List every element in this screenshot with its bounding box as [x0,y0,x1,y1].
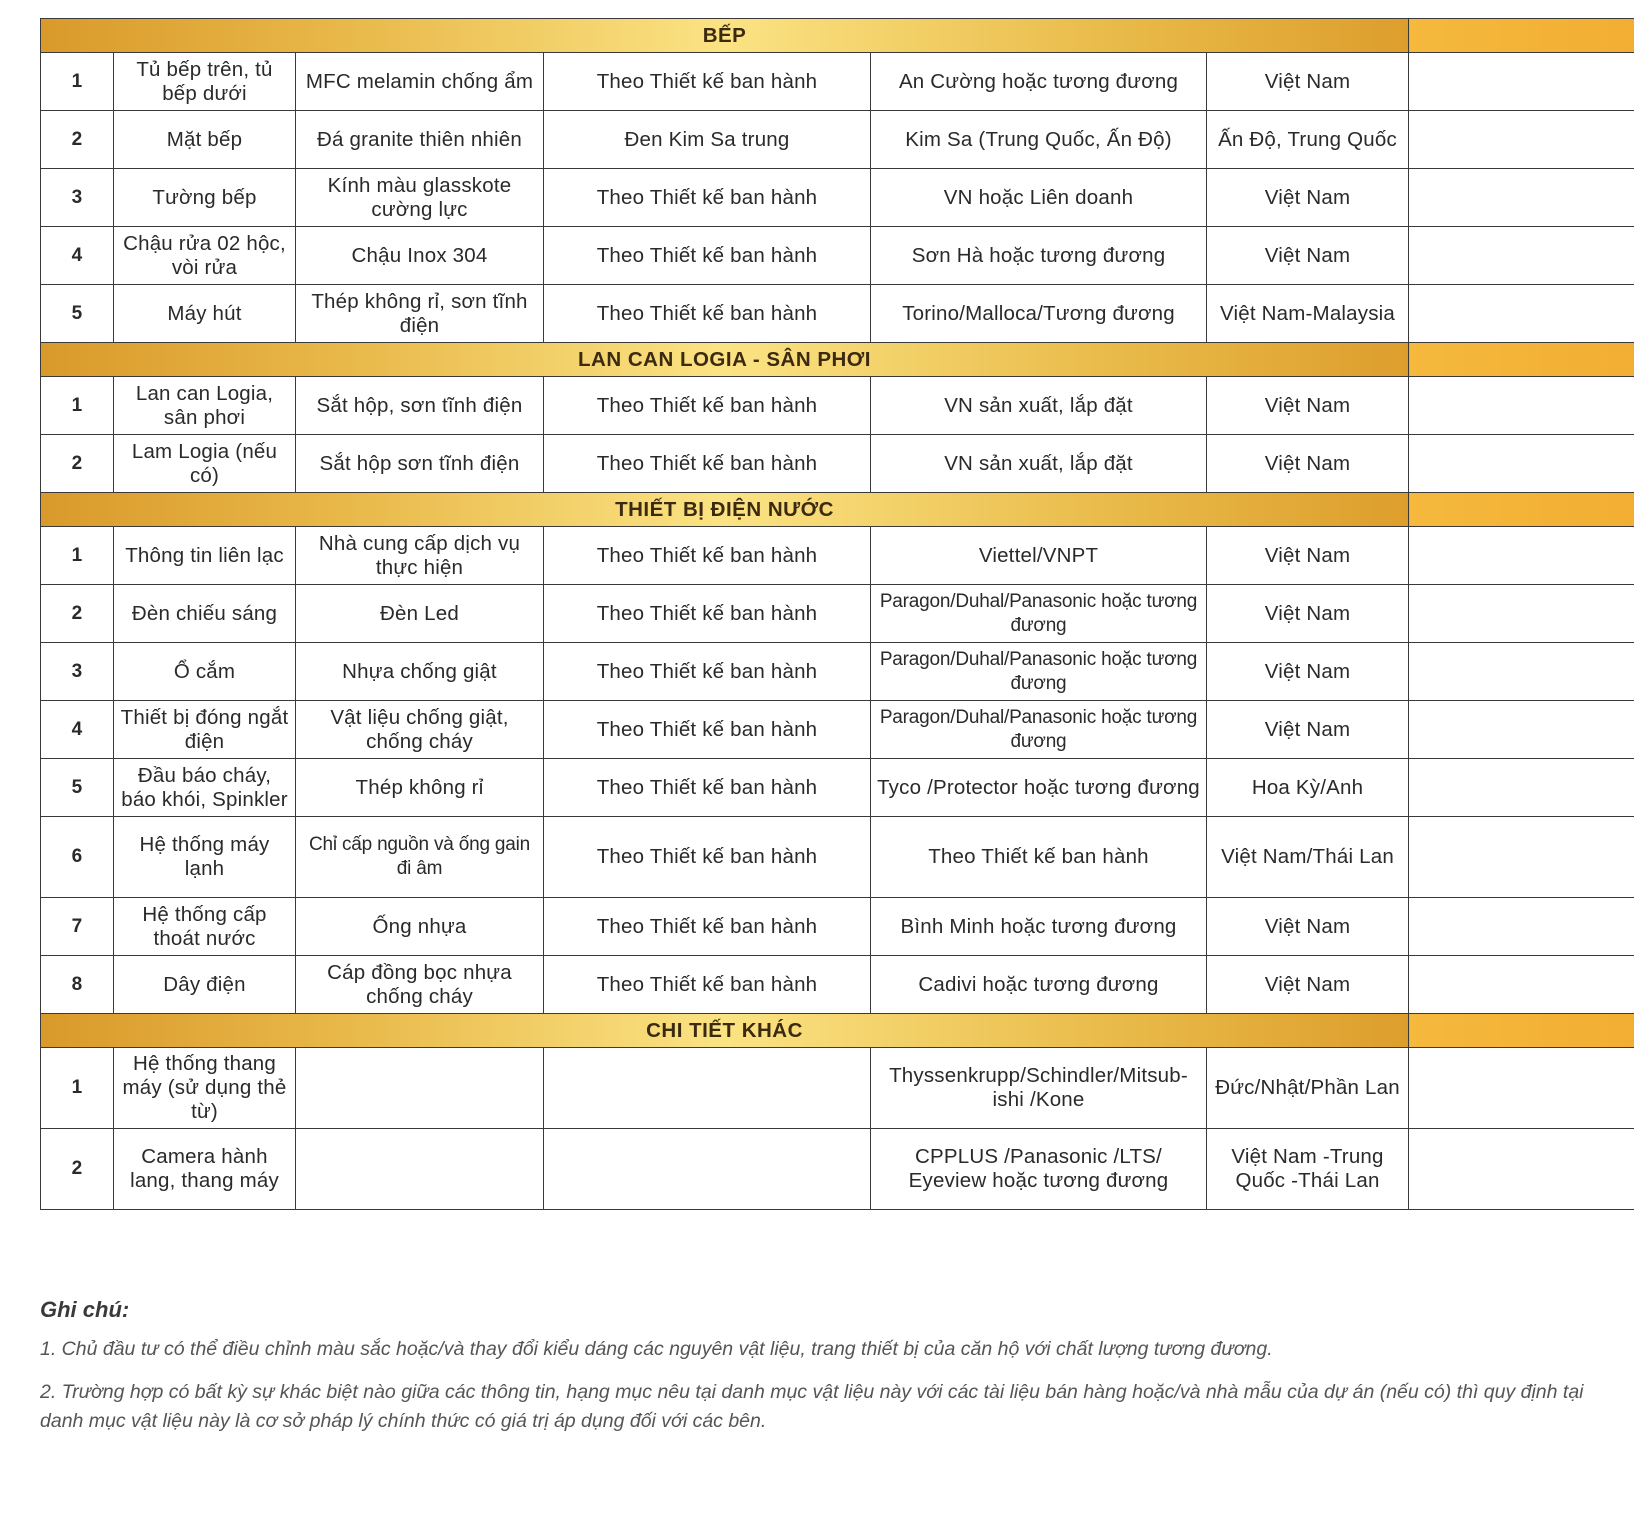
table-row [41,643,1634,701]
section-extra-cell [1409,1014,1634,1048]
section-extra-cell [1409,493,1634,527]
table-row [41,585,1634,643]
row-number: 2 [41,435,114,493]
brand-cell: An Cường hoặc tương đương [871,53,1207,111]
extra-cell [1409,53,1634,111]
origin-cell: Việt Nam [1207,377,1409,435]
brand-cell: VN sản xuất, lắp đặt [871,377,1207,435]
material-cell: Thép không rỉ, sơn tĩnh điện [296,285,544,343]
item-cell: Tường bếp [114,169,296,227]
spec-cell [544,1129,871,1210]
note-item: 2. Trường hợp có bất kỳ sự khác biệt nào giữa các thông tin, hạng mục nêu tại danh mục vật liệu này với các tài liệu bán hàng hoặc/và nhà mẫu của dự án (nếu có) thì quy định tại danh mục vật liệu này là cơ sở pháp lý chính thức có giá trị áp dụng đối với các bên. [40,1381,1584,1432]
row-number: 2 [41,585,114,643]
item-cell: Lam Logia (nếu có) [114,435,296,493]
material-cell: Kính màu glasskote cường lực [296,169,544,227]
origin-cell: Ấn Độ, Trung Quốc [1207,111,1409,169]
section-header-row [41,19,1634,53]
extra-cell [1409,527,1634,585]
item-cell: Camera hành lang, thang máy [114,1129,296,1210]
extra-cell [1409,701,1634,759]
brand-cell: VN sản xuất, lắp đặt [871,435,1207,493]
spec-cell: Theo Thiết kế ban hành [544,759,871,817]
table-row [41,817,1634,898]
table-row [41,701,1634,759]
spec-cell: Theo Thiết kế ban hành [544,898,871,956]
spec-cell: Theo Thiết kế ban hành [544,956,871,1014]
item-cell: Máy hút [114,285,296,343]
materials-table [40,18,1634,1210]
origin-cell: Việt Nam [1207,898,1409,956]
brand-cell: Bình Minh hoặc tương đương [871,898,1207,956]
item-cell: Hệ thống thang máy (sử dụng thẻ từ) [114,1048,296,1129]
row-number: 5 [41,285,114,343]
item-cell: Tủ bếp trên, tủ bếp dưới [114,53,296,111]
brand-cell: Tyco /Protector hoặc tương đương [871,759,1207,817]
notes-section [40,1297,1600,1450]
item-cell: Lan can Logia, sân phơi [114,377,296,435]
section-title: THIẾT BỊ ĐIỆN NƯỚC [41,493,1409,527]
section-title: LAN CAN LOGIA - SÂN PHƠI [41,343,1409,377]
table-row [41,111,1634,169]
extra-cell [1409,585,1634,643]
table-row [41,285,1634,343]
origin-cell: Việt Nam [1207,956,1409,1014]
note-item: 1. Chủ đầu tư có thể điều chỉnh màu sắc hoặc/và thay đổi kiểu dáng các nguyên vật liệu, trang thiết bị của căn hộ với chất lượng tương đương. [40,1338,1273,1360]
table-row [41,169,1634,227]
item-cell: Chậu rửa 02 hộc, vòi rửa [114,227,296,285]
row-number: 5 [41,759,114,817]
item-cell: Hệ thống cấp thoát nước [114,898,296,956]
row-number: 1 [41,53,114,111]
origin-cell: Việt Nam [1207,227,1409,285]
extra-cell [1409,956,1634,1014]
row-number: 3 [41,643,114,701]
material-cell: Chậu Inox 304 [296,227,544,285]
table-row [41,377,1634,435]
item-cell: Mặt bếp [114,111,296,169]
extra-cell [1409,435,1634,493]
section-header-row [41,1014,1634,1048]
row-number: 8 [41,956,114,1014]
table-row [41,759,1634,817]
brand-cell: Sơn Hà hoặc tương đương [871,227,1207,285]
brand-cell: Paragon/Duhal/Panasonic hoặc tương đương [871,701,1207,759]
row-number: 7 [41,898,114,956]
extra-cell [1409,377,1634,435]
row-number: 4 [41,701,114,759]
material-cell: Nhựa chống giật [296,643,544,701]
item-cell: Đầu báo cháy, báo khói, Spinkler [114,759,296,817]
item-cell: Thiết bị đóng ngắt điện [114,701,296,759]
material-cell: Sắt hộp sơn tĩnh điện [296,435,544,493]
origin-cell: Việt Nam-Malaysia [1207,285,1409,343]
spec-cell: Theo Thiết kế ban hành [544,527,871,585]
extra-cell [1409,111,1634,169]
extra-cell [1409,227,1634,285]
spec-cell: Theo Thiết kế ban hành [544,377,871,435]
material-cell: Vật liệu chống giật, chống cháy [296,701,544,759]
origin-cell: Hoa Kỳ/Anh [1207,759,1409,817]
brand-cell: Torino/Malloca/Tương đương [871,285,1207,343]
spec-cell: Theo Thiết kế ban hành [544,53,871,111]
origin-cell: Việt Nam/Thái Lan [1207,817,1409,898]
row-number: 1 [41,527,114,585]
origin-cell: Việt Nam [1207,527,1409,585]
material-cell: Đá granite thiên nhiên [296,111,544,169]
brand-cell: Paragon/Duhal/Panasonic hoặc tương đương [871,643,1207,701]
section-title: CHI TIẾT KHÁC [41,1014,1409,1048]
extra-cell [1409,1048,1634,1129]
origin-cell: Việt Nam [1207,643,1409,701]
item-cell: Dây điện [114,956,296,1014]
material-cell: Nhà cung cấp dịch vụ thực hiện [296,527,544,585]
origin-cell: Việt Nam [1207,701,1409,759]
material-cell: Cáp đồng bọc nhựa chống cháy [296,956,544,1014]
brand-cell: Thyssenkrupp/Schindler/Mitsub-ishi /Kone [871,1048,1207,1129]
material-cell: Sắt hộp, sơn tĩnh điện [296,377,544,435]
spec-cell: Theo Thiết kế ban hành [544,817,871,898]
spec-cell: Theo Thiết kế ban hành [544,435,871,493]
row-number: 3 [41,169,114,227]
row-number: 2 [41,111,114,169]
extra-cell [1409,643,1634,701]
table-row [41,1129,1634,1210]
brand-cell: Theo Thiết kế ban hành [871,817,1207,898]
origin-cell: Việt Nam [1207,435,1409,493]
table-row [41,1048,1634,1129]
material-cell: Thép không rỉ [296,759,544,817]
section-extra-cell [1409,19,1634,53]
extra-cell [1409,285,1634,343]
origin-cell: Việt Nam [1207,169,1409,227]
section-title: BẾP [41,19,1409,53]
row-number: 4 [41,227,114,285]
spec-cell: Đen Kim Sa trung [544,111,871,169]
row-number: 1 [41,377,114,435]
spec-cell: Theo Thiết kế ban hành [544,585,871,643]
brand-cell: Viettel/VNPT [871,527,1207,585]
extra-cell [1409,1129,1634,1210]
item-cell: Thông tin liên lạc [114,527,296,585]
spec-cell: Theo Thiết kế ban hành [544,169,871,227]
table-row [41,527,1634,585]
spec-cell [544,1048,871,1129]
item-cell: Hệ thống máy lạnh [114,817,296,898]
brand-cell: Kim Sa (Trung Quốc, Ấn Độ) [871,111,1207,169]
section-header-row [41,493,1634,527]
row-number: 1 [41,1048,114,1129]
material-cell: MFC melamin chống ẩm [296,53,544,111]
extra-cell [1409,817,1634,898]
table-row [41,956,1634,1014]
spec-cell: Theo Thiết kế ban hành [544,701,871,759]
table-row [41,898,1634,956]
section-extra-cell [1409,343,1634,377]
extra-cell [1409,759,1634,817]
item-cell: Ổ cắm [114,643,296,701]
material-cell [296,1129,544,1210]
brand-cell: CPPLUS /Panasonic /LTS/ Eyeview hoặc tương đương [871,1129,1207,1210]
material-cell [296,1048,544,1129]
origin-cell: Đức/Nhật/Phần Lan [1207,1048,1409,1129]
spec-cell: Theo Thiết kế ban hành [544,643,871,701]
extra-cell [1409,169,1634,227]
brand-cell: Paragon/Duhal/Panasonic hoặc tương đương [871,585,1207,643]
item-cell: Đèn chiếu sáng [114,585,296,643]
origin-cell: Việt Nam -Trung Quốc -Thái Lan [1207,1129,1409,1210]
material-cell: Chỉ cấp nguồn và ống gain đi âm [296,817,544,898]
extra-cell [1409,898,1634,956]
brand-cell: Cadivi hoặc tương đương [871,956,1207,1014]
origin-cell: Việt Nam [1207,585,1409,643]
material-cell: Đèn Led [296,585,544,643]
row-number: 6 [41,817,114,898]
table-row [41,435,1634,493]
origin-cell: Việt Nam [1207,53,1409,111]
row-number: 2 [41,1129,114,1210]
spec-cell: Theo Thiết kế ban hành [544,227,871,285]
spec-cell: Theo Thiết kế ban hành [544,285,871,343]
material-cell: Ống nhựa [296,898,544,956]
table-row [41,227,1634,285]
section-header-row [41,343,1634,377]
brand-cell: VN hoặc Liên doanh [871,169,1207,227]
table-row [41,53,1634,111]
notes-title: Ghi chú: [40,1297,130,1322]
